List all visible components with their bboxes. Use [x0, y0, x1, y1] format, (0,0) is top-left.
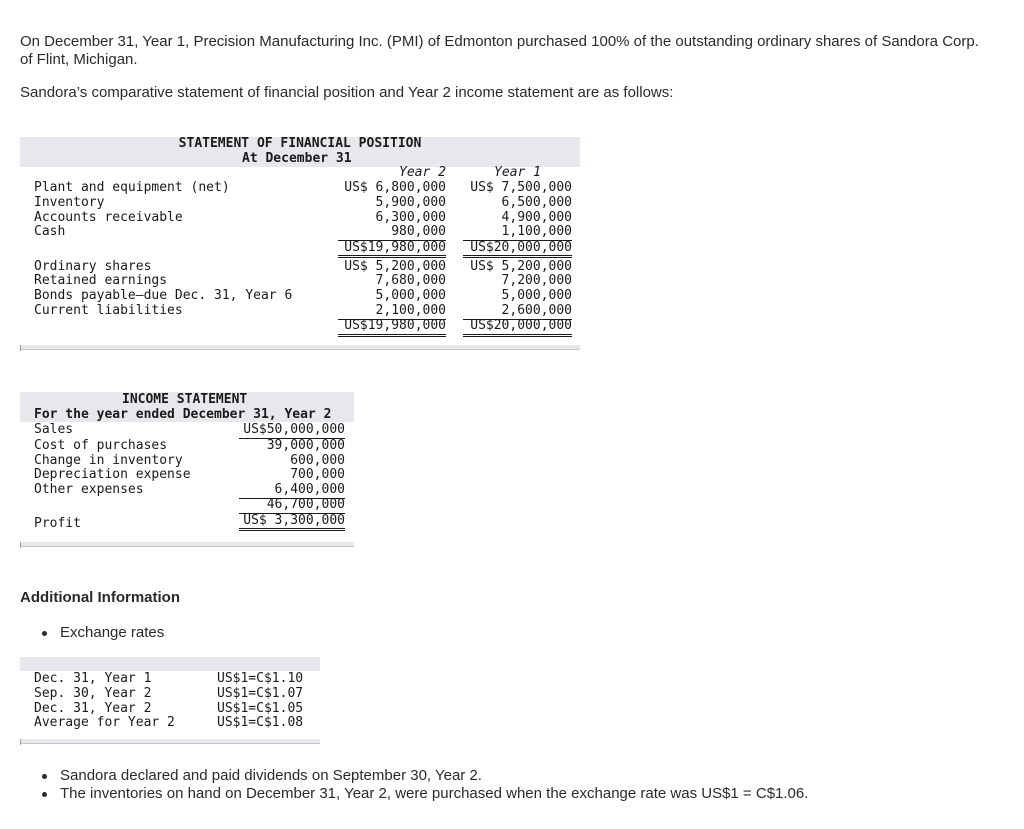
income-statement-table-footer	[20, 542, 354, 547]
value-profit: US$ 3,300,000	[239, 514, 345, 532]
value-ordinary-shares-year1: US$ 5,200,000	[470, 258, 572, 274]
value-sales: US$50,000,000	[239, 423, 345, 439]
value-current-liabilities-year1: 2,600,000	[463, 304, 572, 320]
value-retained-earnings-year1: 7,200,000	[501, 273, 572, 289]
total-equity-liabilities-year2: US$19,980,000	[338, 319, 446, 337]
rate-value-dec31-year2: US$1=C$1.05	[217, 700, 304, 716]
financial-position-table-footer	[20, 345, 580, 350]
total-assets-year1: US$20,000,000	[463, 241, 572, 259]
row-label-depreciation-expense: Depreciation expense	[34, 467, 191, 483]
row-label-cost-of-purchases: Cost of purchases	[34, 437, 168, 453]
column-header-year1: Year 1	[494, 165, 541, 180]
value-change-in-inventory: 600,000	[290, 452, 345, 468]
row-label-retained-earnings: Retained earnings	[34, 273, 168, 289]
exchange-rates-table-footer	[20, 739, 320, 744]
row-label-sales: Sales	[34, 422, 74, 437]
value-plant-equipment-year1: US$ 7,500,000	[470, 180, 572, 195]
additional-notes-bullet-list	[40, 767, 808, 803]
value-other-expenses: 6,400,000	[239, 483, 345, 499]
intro-paragraph-acquisition: On December 31, Year 1, Precision Manufacturing Inc. (PMI) of Edmonton purchased 100% of the outstanding ordinary shares of Sandora Corp. of Flint, Michigan.	[20, 33, 979, 68]
value-cash-year2: 980,000	[338, 225, 446, 241]
bullet-icon	[42, 792, 47, 797]
rate-date-average-year2: Average for Year 2	[34, 715, 175, 731]
row-label-profit: Profit	[34, 515, 81, 531]
row-label-cash: Cash	[34, 224, 66, 240]
exchange-rates-table	[20, 657, 320, 745]
row-label-change-in-inventory: Change in inventory	[34, 452, 183, 468]
value-total-expenses: 46,700,000	[239, 498, 345, 514]
total-equity-liabilities-year1: US$20,000,000	[463, 319, 572, 337]
note-inventory-exchange-rate: The inventories on hand on December 31, Year 2, were purchased when the exchange rate was US$1 = C$1.06.	[60, 785, 809, 802]
value-retained-earnings-year2: 7,680,000	[375, 273, 446, 289]
value-inventory-year2: 5,900,000	[375, 194, 446, 210]
value-plant-equipment-year2: US$ 6,800,000	[344, 180, 446, 195]
list-item	[40, 624, 164, 642]
bullet-icon	[42, 631, 47, 636]
rate-date-sep30-year2: Sep. 30, Year 2	[34, 685, 152, 701]
value-cost-of-purchases: 39,000,000	[266, 437, 345, 453]
rate-value-sep30-year2: US$1=C$1.07	[217, 685, 304, 701]
income-statement-subtitle: For the year ended December 31, Year 2	[34, 407, 332, 422]
list-item	[40, 767, 808, 785]
value-ordinary-shares-year2: US$ 5,200,000	[344, 258, 446, 274]
financial-position-subtitle: At December 31	[242, 150, 352, 166]
income-statement-title: INCOME STATEMENT	[122, 392, 248, 407]
rate-date-dec31-year2: Dec. 31, Year 2	[34, 700, 152, 716]
note-dividends: Sandora declared and paid dividends on September 30, Year 2.	[60, 767, 482, 784]
exchange-rates-header-band	[20, 657, 320, 671]
row-label-inventory: Inventory	[34, 194, 105, 210]
value-cash-year1: 1,100,000	[463, 225, 572, 241]
value-depreciation-expense: 700,000	[290, 467, 345, 483]
intro-paragraph-statements: Sandora’s comparative statement of financial position and Year 2 income statement are as follows:	[20, 84, 674, 101]
row-label-ordinary-shares: Ordinary shares	[34, 258, 152, 274]
income-statement-table	[20, 392, 354, 548]
value-bonds-payable-year2: 5,000,000	[375, 288, 446, 304]
column-header-year2: Year 2	[399, 165, 446, 180]
value-accounts-receivable-year2: 6,300,000	[375, 209, 446, 225]
exchange-rates-label: Exchange rates	[60, 624, 165, 641]
rate-date-dec31-year1: Dec. 31, Year 1	[34, 671, 152, 686]
total-assets-year2: US$19,980,000	[338, 241, 446, 259]
additional-information-heading: Additional Information	[20, 589, 180, 606]
financial-position-title: STATEMENT OF FINANCIAL POSITION	[178, 136, 422, 151]
exchange-rates-bullet-list	[40, 624, 164, 642]
row-label-accounts-receivable: Accounts receivable	[34, 209, 183, 225]
list-item	[40, 785, 808, 803]
row-label-plant-equipment: Plant and equipment (net)	[34, 180, 230, 195]
row-label-bonds-payable: Bonds payable—due Dec. 31, Year 6	[34, 288, 293, 304]
value-inventory-year1: 6,500,000	[501, 194, 572, 210]
value-bonds-payable-year1: 5,000,000	[501, 288, 572, 304]
financial-position-table	[20, 137, 580, 351]
value-accounts-receivable-year1: 4,900,000	[501, 209, 572, 225]
bullet-icon	[42, 774, 47, 779]
row-label-other-expenses: Other expenses	[34, 482, 144, 498]
rate-value-average-year2: US$1=C$1.08	[217, 715, 304, 731]
value-current-liabilities-year2: 2,100,000	[338, 304, 446, 320]
rate-value-dec31-year1: US$1=C$1.10	[217, 671, 304, 686]
row-label-current-liabilities: Current liabilities	[34, 302, 183, 318]
